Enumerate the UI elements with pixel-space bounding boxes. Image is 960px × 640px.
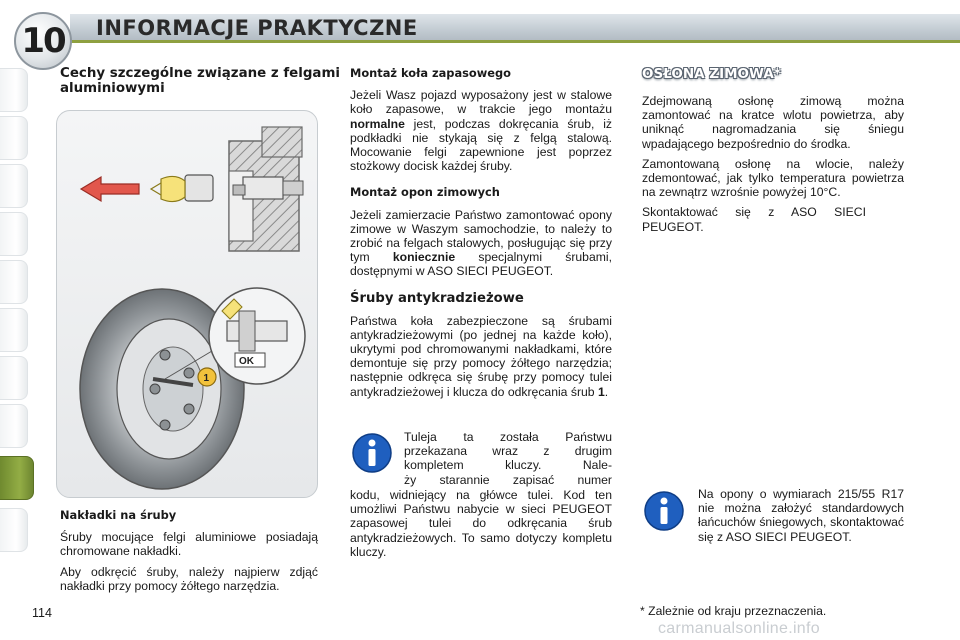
footnote: * Zależnie od kraju przeznaczenia. <box>640 604 827 618</box>
winter-cover-paragraph-2: Zamontowaną osłonę na wlocie, należy zdemontować, jak tylko temperatura powietrza na zewnątrz wzrośnie powyżej 10°C. <box>642 156 904 200</box>
snow-chains-note <box>698 487 904 550</box>
chapter-tab-1[interactable] <box>0 68 28 112</box>
nakladki-section <box>60 508 318 599</box>
chapter-tab-4[interactable] <box>0 212 28 256</box>
chapter-tab-7[interactable] <box>0 356 28 400</box>
page-header <box>0 0 960 61</box>
chapter-tab-2[interactable] <box>0 116 28 160</box>
right-column <box>642 94 904 240</box>
spare-wheel-paragraph <box>350 88 612 173</box>
wheel-bolt-illustration <box>56 110 318 498</box>
chapter-tabs <box>0 68 30 588</box>
anti-theft-bold: 1 <box>597 384 605 399</box>
heading-spare-wheel: Montaż koła zapasowego <box>350 66 511 80</box>
callout-number: 1 <box>203 373 210 384</box>
spare-wheel-text-1: Jeżeli Wasz pojazd wyposażony jest w stalowe koło zapasowe, w trakcie jego montażu <box>350 88 612 117</box>
winter-tyres-text-1: Jeżeli zamierzacie Państwo zamontować opony zimowe w Waszym samochodzie, to należy to zrobić na felgach stalowych, posługując się przy tym <box>350 207 612 265</box>
callout-ok: OK <box>239 356 254 367</box>
winter-cover-title: OSŁONA ZIMOWA* <box>642 66 781 82</box>
nakladki-paragraph-2: Aby odkręcić śruby, należy najpierw zdjąć nakładki przy pomocy żółtego narzędzia. <box>60 564 318 593</box>
chapter-tab-8[interactable] <box>0 404 28 448</box>
watermark: carmanualsonline.info <box>658 620 820 637</box>
info-note-short-lines <box>404 430 612 487</box>
page-title: INFORMACJE PRAKTYCZNE <box>96 16 418 40</box>
heading-winter-tyres: Montaż opon zimowych <box>350 185 500 200</box>
chapter-tab-5[interactable] <box>0 260 28 304</box>
chapter-tab-6[interactable] <box>0 308 28 352</box>
info-line-2: przekazana wraz z drugim <box>404 444 612 459</box>
chapter-tab-11[interactable] <box>0 508 28 552</box>
anti-theft-text-2: . <box>604 384 609 399</box>
info-line-1: Tuleja ta została Państwu <box>404 430 612 444</box>
anti-theft-text-1: Państwa koła zabezpieczone są śrubami antykradzieżowymi (po jednej na każde koło), ukrytymi pod chromowanymi nakładkami, które demontuje się przy pomocy żółtego narzędzia; następnie odkręca się śrubę przy pomocy tulei antykradzieżowej i klucza do odkręcania śrub <box>350 313 612 399</box>
chapter-tab-3[interactable] <box>0 164 28 208</box>
info-icon-right <box>644 490 684 532</box>
chapter-number: 10 <box>21 21 65 61</box>
nakladki-paragraph-1: Śruby mocujące felgi aluminiowe posiadają chromowane nakładki. <box>60 530 318 559</box>
spare-wheel-bold: normalne <box>350 116 405 131</box>
info-icon <box>352 432 392 474</box>
snow-chains-paragraph: Na opony o wymiarach 215/55 R17 nie można założyć standardowych łańcuchów śniegowych, skontaktować się z ASO SIECI PEUGEOT. <box>698 487 904 544</box>
page-number: 114 <box>32 606 52 620</box>
info-line-3: kompletem kluczy. Nale- <box>404 458 612 473</box>
heading-anti-theft-bolts: Śruby antykradzieżowe <box>350 290 524 306</box>
anti-theft-paragraph <box>350 314 612 399</box>
middle-column <box>350 66 612 405</box>
section-title-alloy-wheels: Cechy szczególne związane z felgami aluminiowymi <box>60 66 341 97</box>
chapter-tab-10-active[interactable] <box>0 456 34 500</box>
spare-wheel-text-2: jest, podczas dokręcania śrub, iż podkładki nie stykają się z felgą stalową. Mocowanie felgi zapewnione jest poprzez stożkowy docisk każdej śruby. <box>350 116 612 174</box>
wheel-bolt-diagram <box>57 111 318 498</box>
heading-nakladki: Nakładki na śruby <box>60 508 177 522</box>
chapter-badge <box>14 12 72 70</box>
info-paragraph-rest: kodu, widniejący na główce tulei. Kod ten umożliwi Państwu nabycie w sieci PEUGEOT zapasowej tulei do odkręcania śrub antykradzieżowych. To samo dotyczy kompletu kluczy. <box>350 488 612 559</box>
header-underline <box>70 40 960 43</box>
winter-cover-paragraph-3: Skontaktować się z ASO SIECI PEUGEOT. <box>642 205 866 234</box>
info-note-rest <box>350 488 612 565</box>
winter-tyres-paragraph <box>350 208 612 279</box>
winter-cover-paragraph-1: Zdejmowaną osłonę zimową można zamontować na kratce wlotu powietrza, aby uniknąć nagromadzania się śniegu wpadającego bezpośrednio do środka. <box>642 94 904 151</box>
winter-tyres-text-2: specjalnymi śrubami, dostępnymi w ASO SIECI PEUGEOT. <box>350 250 612 279</box>
winter-tyres-bold: koniecznie <box>392 250 456 265</box>
info-line-4: ży starannie zapisać numer <box>404 472 612 487</box>
